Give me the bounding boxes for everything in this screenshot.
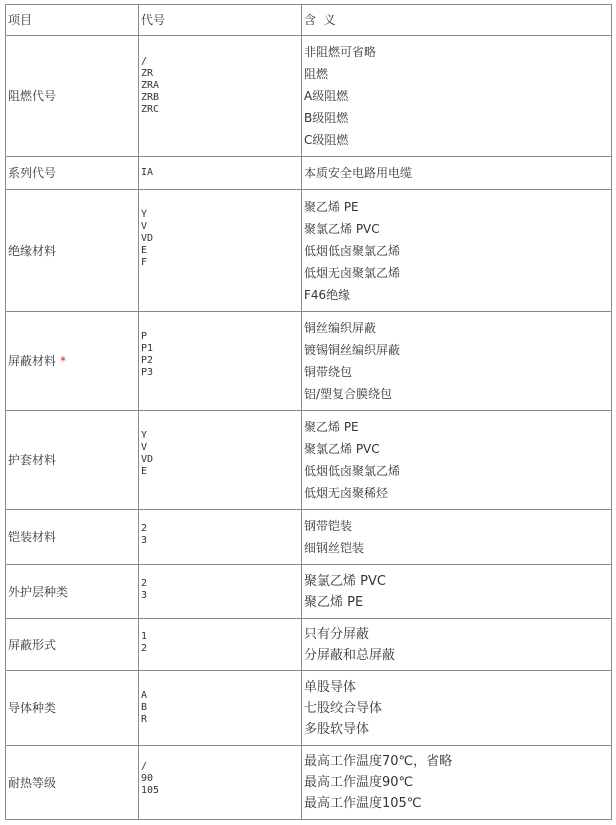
code-value: 90	[141, 772, 154, 784]
meaning-value: 多股软导体	[304, 721, 370, 737]
code-value: F	[141, 256, 148, 268]
meaning-cell	[302, 746, 612, 820]
table-row	[6, 36, 612, 157]
meaning-value: A级阻燃	[304, 89, 349, 103]
meaning-value: 铜丝编织屏蔽	[304, 321, 377, 335]
meaning-value: F46绝缘	[304, 287, 351, 302]
code-value: VD	[141, 454, 154, 465]
code-value: E	[141, 466, 148, 477]
code-cell	[139, 746, 302, 820]
table-row	[6, 157, 612, 190]
item-cell	[6, 619, 139, 671]
code-value: P	[141, 331, 148, 342]
table-row	[6, 411, 612, 510]
item-cell	[6, 312, 139, 411]
meaning-value: 非阻燃可省略	[304, 45, 377, 59]
code-value: P1	[141, 343, 154, 354]
header-meaning: 含 义	[302, 5, 612, 36]
meaning-value: 聚乙烯 PE	[304, 199, 359, 214]
meaning-value: 铝/塑复合膜绕包	[304, 387, 393, 401]
meaning-cell	[302, 411, 612, 510]
meaning-value: 聚乙烯 PE	[304, 420, 359, 434]
item-label: 护套材料	[8, 453, 57, 467]
header-row	[6, 5, 612, 36]
code-cell	[139, 190, 302, 312]
meaning-value: 钢带铠装	[304, 519, 353, 533]
meaning-cell	[302, 190, 612, 312]
item-label: 外护层种类	[8, 584, 69, 599]
item-cell	[6, 671, 139, 746]
code-value: Y	[141, 208, 148, 220]
code-value: 3	[141, 535, 148, 546]
meaning-value: 阻燃	[304, 67, 329, 81]
meaning-value: B级阻燃	[304, 111, 349, 125]
code-cell	[139, 157, 302, 190]
code-value: 2	[141, 523, 148, 534]
meaning-value: 聚乙烯 PE	[304, 594, 364, 610]
item-label: 铠装材料	[8, 530, 57, 544]
code-cell	[139, 510, 302, 565]
meaning-value: C级阻燃	[304, 133, 349, 147]
meaning-cell	[302, 565, 612, 619]
code-value: P2	[141, 355, 154, 366]
code-value: B	[141, 702, 148, 713]
code-value: V	[141, 442, 148, 453]
meaning-value: 铜带绕包	[304, 365, 353, 379]
code-value: ZR	[141, 68, 154, 79]
header-item: 项目	[6, 5, 139, 36]
item-cell	[6, 157, 139, 190]
item-label: 耐热等级	[8, 775, 57, 790]
meaning-value: 镀锡铜丝编织屏蔽	[304, 343, 401, 357]
item-label: 系列代号	[8, 166, 57, 180]
table-row	[6, 619, 612, 671]
code-cell	[139, 36, 302, 157]
code-value: 2	[141, 642, 148, 654]
meaning-value: 聚氯乙烯 PVC	[304, 221, 380, 236]
code-value: 1	[141, 630, 148, 642]
table-row	[6, 190, 612, 312]
code-value: IA	[141, 167, 154, 178]
code-value: P3	[141, 367, 154, 378]
table-row	[6, 746, 612, 820]
code-value: V	[141, 220, 148, 232]
meaning-cell	[302, 312, 612, 411]
table-row	[6, 312, 612, 411]
code-value: ZRA	[141, 80, 160, 91]
code-value: ZRC	[141, 104, 160, 115]
meaning-cell	[302, 619, 612, 671]
meaning-cell	[302, 36, 612, 157]
meaning-value: 低烟无卤聚氯乙烯	[304, 265, 401, 280]
code-value: 3	[141, 589, 148, 601]
item-label: 屏蔽形式	[8, 637, 57, 652]
meaning-value: 细钢丝铠装	[304, 541, 365, 555]
code-value: 2	[141, 577, 148, 589]
required-star: *	[60, 354, 67, 368]
code-value: Y	[141, 430, 148, 441]
code-value: A	[141, 690, 148, 701]
meaning-value: 低烟低卤聚氯乙烯	[304, 464, 401, 478]
item-label: 屏蔽材料	[8, 354, 57, 368]
code-value: VD	[141, 232, 154, 244]
code-value: R	[141, 714, 148, 725]
table-row	[6, 671, 612, 746]
meaning-value: 七股绞合导体	[304, 700, 383, 716]
item-cell	[6, 510, 139, 565]
code-cell	[139, 671, 302, 746]
meaning-value: 最高工作温度90℃	[304, 775, 414, 790]
item-label: 阻燃代号	[8, 89, 57, 103]
code-cell	[139, 619, 302, 671]
code-cell	[139, 312, 302, 411]
code-value: 105	[141, 784, 160, 796]
meaning-value: 最高工作温度70℃，省略	[304, 754, 453, 769]
code-value: /	[141, 760, 148, 772]
code-value: E	[141, 244, 148, 256]
cable-code-table	[5, 4, 612, 820]
meaning-value: 本质安全电路用电缆	[304, 166, 413, 180]
table-row	[6, 565, 612, 619]
meaning-value: 最高工作温度105℃	[304, 796, 422, 811]
item-label: 绝缘材料	[8, 243, 57, 258]
meaning-value: 聚氯乙烯 PVC	[304, 573, 386, 589]
item-cell	[6, 565, 139, 619]
code-cell	[139, 411, 302, 510]
item-cell	[6, 411, 139, 510]
item-label: 导体种类	[8, 701, 57, 715]
meaning-value: 只有分屏蔽	[304, 626, 370, 642]
code-value: ZRB	[141, 92, 160, 103]
meaning-value: 单股导体	[304, 679, 357, 695]
meaning-value: 聚氯乙烯 PVC	[304, 442, 380, 456]
meaning-cell	[302, 157, 612, 190]
code-value: /	[141, 56, 148, 67]
meaning-value: 分屏蔽和总屏蔽	[304, 647, 396, 663]
meaning-value: 低烟低卤聚氯乙烯	[304, 243, 401, 258]
table-row	[6, 510, 612, 565]
header-code: 代号	[139, 5, 302, 36]
meaning-cell	[302, 671, 612, 746]
item-cell	[6, 746, 139, 820]
code-cell	[139, 565, 302, 619]
item-cell	[6, 190, 139, 312]
meaning-cell	[302, 510, 612, 565]
item-cell	[6, 36, 139, 157]
meaning-value: 低烟无卤聚稀烃	[304, 486, 389, 500]
